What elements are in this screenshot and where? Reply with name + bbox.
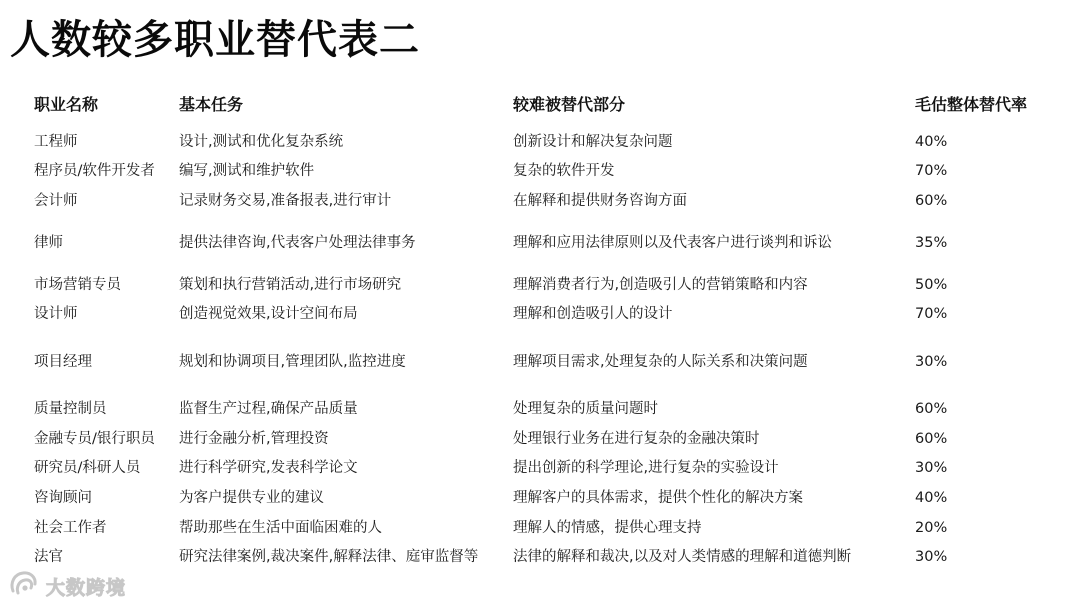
table-row	[0, 487, 1080, 509]
cell-replacement-rate: 20%	[915, 520, 948, 536]
watermark-text: 大数跨境	[46, 576, 127, 599]
cell-hard-to-replace: 复杂的软件开发	[513, 163, 615, 179]
header-basic-tasks: 基本任务	[179, 95, 244, 114]
cell-hard-to-replace: 处理复杂的质量问题时	[513, 401, 658, 417]
cell-basic-tasks: 编写,测试和维护软件	[179, 163, 315, 179]
table-row	[0, 190, 1080, 212]
cell-occupation: 律师	[34, 235, 63, 251]
cell-hard-to-replace: 提出创新的科学理论,进行复杂的实验设计	[513, 460, 779, 476]
cell-replacement-rate: 30%	[915, 460, 948, 476]
cell-basic-tasks: 提供法律咨询,代表客户处理法律事务	[179, 235, 416, 251]
brand-logo-icon	[8, 569, 42, 603]
cell-hard-to-replace: 理解和应用法律原则以及代表客户进行谈判和诉讼	[513, 235, 832, 251]
cell-hard-to-replace: 处理银行业务在进行复杂的金融决策时	[513, 431, 760, 447]
cell-basic-tasks: 创造视觉效果,设计空间布局	[179, 306, 358, 322]
cell-hard-to-replace: 理解项目需求,处理复杂的人际关系和决策问题	[513, 354, 808, 370]
cell-basic-tasks: 监督生产过程,确保产品质量	[179, 401, 358, 417]
cell-replacement-rate: 40%	[915, 134, 948, 150]
slide-title: 人数较多职业替代表二	[10, 17, 420, 63]
cell-basic-tasks: 研究法律案例,裁决案件,解释法律、庭审监督等	[179, 549, 479, 565]
cell-hard-to-replace: 在解释和提供财务咨询方面	[513, 193, 687, 209]
cell-occupation: 项目经理	[34, 354, 92, 370]
cell-basic-tasks: 规划和协调项目,管理团队,监控进度	[179, 354, 406, 370]
cell-basic-tasks: 记录财务交易,准备报表,进行审计	[179, 193, 392, 209]
table-row	[0, 398, 1080, 420]
cell-hard-to-replace: 理解和创造吸引人的设计	[513, 306, 673, 322]
watermark	[8, 570, 126, 602]
cell-basic-tasks: 进行科学研究,发表科学论文	[179, 460, 358, 476]
cell-basic-tasks: 为客户提供专业的建议	[179, 490, 324, 506]
table-row	[0, 428, 1080, 450]
cell-replacement-rate: 60%	[915, 401, 948, 417]
header-hard-to-replace: 较难被替代部分	[513, 95, 626, 114]
cell-hard-to-replace: 理解人的情感，提供心理支持	[513, 520, 702, 536]
table-row	[0, 274, 1080, 296]
cell-replacement-rate: 70%	[915, 306, 948, 322]
cell-occupation: 研究员/科研人员	[34, 460, 141, 476]
table-row	[0, 457, 1080, 479]
cell-replacement-rate: 50%	[915, 277, 948, 293]
cell-occupation: 法官	[34, 549, 63, 565]
table-row	[0, 517, 1080, 539]
cell-replacement-rate: 60%	[915, 193, 948, 209]
cell-occupation: 市场营销专员	[34, 277, 121, 293]
header-replacement-rate: 毛估整体替代率	[915, 95, 1028, 114]
table-row	[0, 131, 1080, 153]
cell-occupation: 质量控制员	[34, 401, 107, 417]
cell-occupation: 社会工作者	[34, 520, 107, 536]
cell-hard-to-replace: 理解客户的具体需求，提供个性化的解决方案	[513, 490, 803, 506]
cell-occupation: 程序员/软件开发者	[34, 163, 155, 179]
cell-hard-to-replace: 法律的解释和裁决,以及对人类情感的理解和道德判断	[513, 549, 852, 565]
cell-occupation: 工程师	[34, 134, 78, 150]
cell-hard-to-replace: 理解消费者行为,创造吸引人的营销策略和内容	[513, 277, 808, 293]
table-row	[0, 546, 1080, 568]
cell-occupation: 金融专员/银行职员	[34, 431, 155, 447]
header-occupation: 职业名称	[34, 95, 99, 114]
table-row	[0, 160, 1080, 182]
cell-replacement-rate: 60%	[915, 431, 948, 447]
cell-basic-tasks: 进行金融分析,管理投资	[179, 431, 329, 447]
table-row	[0, 232, 1080, 254]
table-row	[0, 351, 1080, 373]
cell-occupation: 咨询顾问	[34, 490, 92, 506]
cell-replacement-rate: 35%	[915, 235, 948, 251]
cell-basic-tasks: 设计,测试和优化复杂系统	[179, 134, 344, 150]
cell-replacement-rate: 70%	[915, 163, 948, 179]
cell-occupation: 设计师	[34, 306, 78, 322]
cell-basic-tasks: 帮助那些在生活中面临困难的人	[179, 520, 382, 536]
cell-hard-to-replace: 创新设计和解决复杂问题	[513, 134, 673, 150]
cell-replacement-rate: 40%	[915, 490, 948, 506]
cell-replacement-rate: 30%	[915, 549, 948, 565]
table-row	[0, 303, 1080, 325]
cell-replacement-rate: 30%	[915, 354, 948, 370]
cell-occupation: 会计师	[34, 193, 78, 209]
cell-basic-tasks: 策划和执行营销活动,进行市场研究	[179, 277, 402, 293]
